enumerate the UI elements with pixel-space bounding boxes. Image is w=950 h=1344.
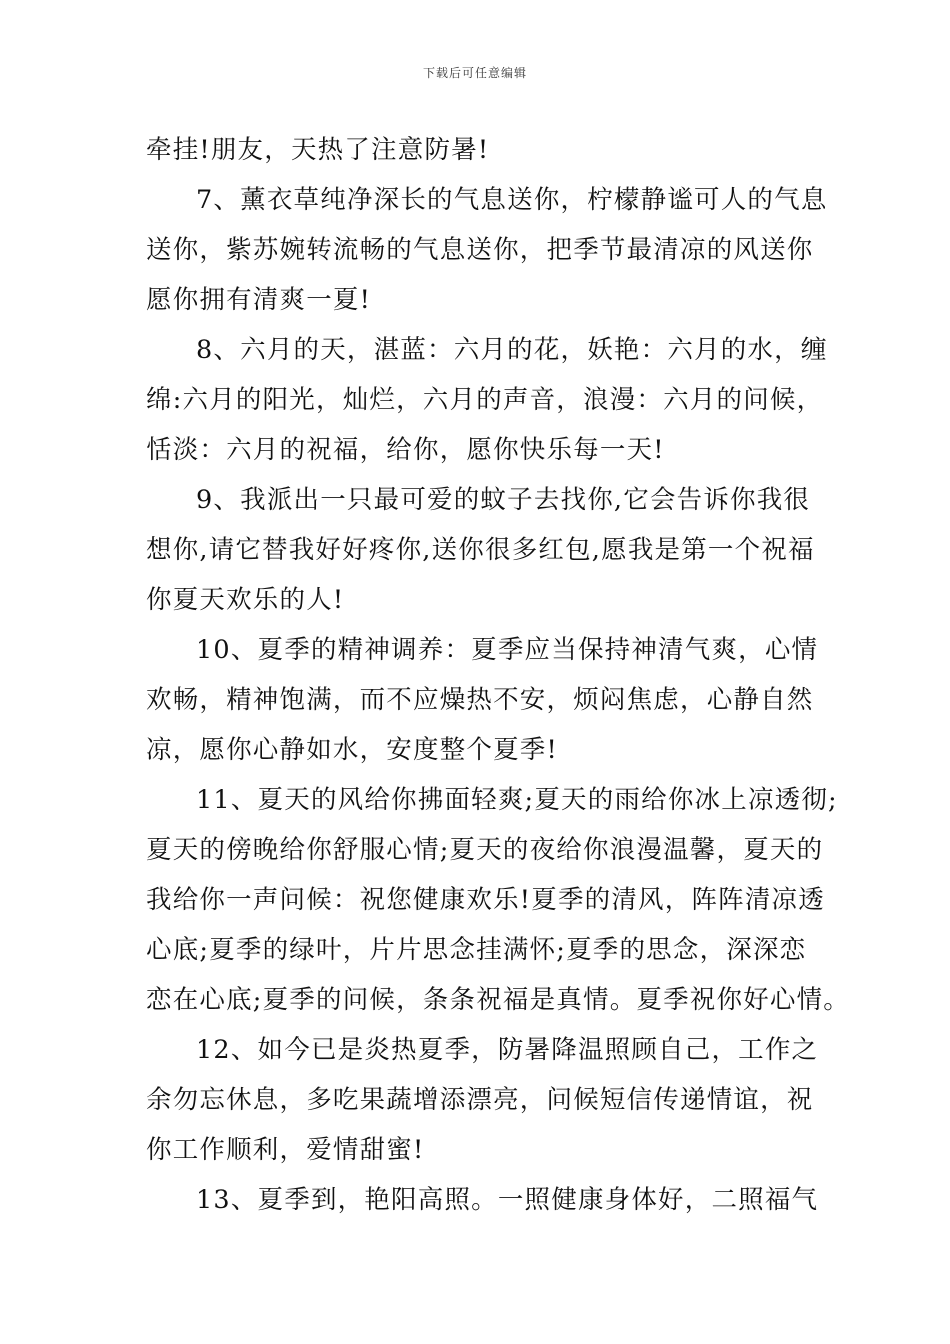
- page-header: 下载后可任意编辑: [422, 66, 527, 80]
- text-line: 7、薰衣草纯净深长的气息送你，柠檬静谧可人的气息: [196, 185, 828, 215]
- text-line: 10、夏季的精神调养：夏季应当保持神清气爽，心情: [196, 635, 819, 665]
- text-line: 余勿忘休息，多吃果蔬增添漂亮，问候短信传递情谊，祝: [146, 1085, 814, 1115]
- text-line: 8、六月的天，湛蓝：六月的花，妖艳：六月的水，缠: [196, 335, 828, 365]
- text-line: 13、夏季到，艳阳高照。一照健康身体好，二照福气: [196, 1185, 819, 1215]
- text-line: 欢畅，精神饱满，而不应燥热不安，烦闷焦虑，心静自然: [146, 685, 814, 715]
- text-line: 9、我派出一只最可爱的蚊子去找你,它会告诉你我很: [196, 485, 811, 515]
- text-line: 牵挂!朋友，天热了注意防暑!: [146, 135, 490, 165]
- text-line: 11、夏天的风给你拂面轻爽;夏天的雨给你冰上凉透彻;: [196, 785, 838, 815]
- text-line: 绵:六月的阳光，灿烂，六月的声音，浪漫：六月的问候，: [146, 385, 824, 415]
- text-line: 愿你拥有清爽一夏!: [146, 285, 372, 315]
- text-line: 我给你一声问候：祝您健康欢乐!夏季的清风，阵阵清凉透: [146, 885, 825, 915]
- text-line: 你工作顺利，爱情甜蜜!: [146, 1135, 425, 1165]
- text-line: 想你,请它替我好好疼你,送你很多红包,愿我是第一个祝福: [146, 535, 815, 565]
- text-line: 心底;夏季的绿叶，片片思念挂满怀;夏季的思念，深深恋: [146, 935, 807, 965]
- text-line: 夏天的傍晚给你舒服心情;夏天的夜给你浪漫温馨，夏天的: [146, 835, 824, 865]
- text-line: 你夏天欢乐的人!: [146, 585, 345, 615]
- text-line: 恋在心底;夏季的问候，条条祝福是真情。夏季祝你好心情。: [146, 985, 850, 1015]
- text-line: 12、如今已是炎热夏季，防暑降温照顾自己，工作之: [196, 1035, 819, 1065]
- text-line: 恬淡：六月的祝福，给你，愿你快乐每一天!: [146, 435, 665, 465]
- text-line: 凉，愿你心静如水，安度整个夏季!: [146, 735, 558, 765]
- text-line: 送你，紫苏婉转流畅的气息送你，把季节最清凉的风送你: [146, 235, 814, 265]
